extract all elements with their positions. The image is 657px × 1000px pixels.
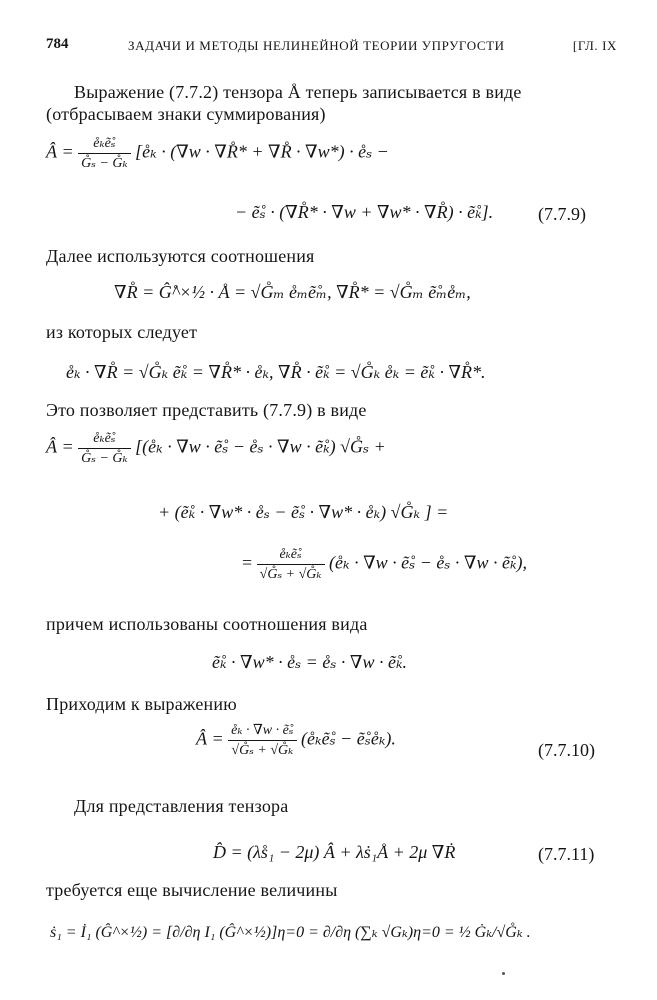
paragraph-8: требуется еще вычисление величины	[46, 880, 338, 900]
fraction-7-7-10: $\frac{\text{e̊ₖ · ∇w · ẽ̊ₛ}}{\text{√G̊ₛ + √G̊ₖ}}$	[228, 722, 296, 759]
paragraph-5: причем использованы соотношения вида	[46, 614, 368, 634]
formula-relations-2: e̊ₖ · ∇R̊ = √G̊ₖ ẽ̊ₖ = ∇R̊* · e̊ₖ, ∇R̊ · ẽ̊ₖ = √G̊ₖ e̊ₖ = ẽ̊ₖ · ∇R̊*.	[66, 362, 486, 382]
paragraph-3: из которых следует	[46, 322, 198, 342]
fraction-7-7-9: $\frac{\text{e̊ₖẽ̊ₛ}}{\text{G̊ₛ − G̊ₖ}}$	[78, 135, 131, 172]
print-speck	[502, 972, 505, 975]
paragraph-6: Приходим к выражению	[46, 694, 237, 714]
paragraph-4: Это позволяет представить (7.7.9) в виде	[46, 400, 367, 420]
equation-number-7-7-9: (7.7.9)	[538, 204, 586, 224]
paragraph-7: Для представления тензора	[74, 796, 289, 816]
formula-7-7-9-line-1: Â = $\frac{\text{e̊ₖẽ̊ₛ}}{\text{G̊ₛ − G̊ₖ}}$ [e̊ₖ · (∇w · ∇R̊* + ∇R̊ · ∇w*) · e̊ₛ −	[46, 136, 389, 171]
running-title: ЗАДАЧИ И МЕТОДЫ НЕЛИНЕЙНОЙ ТЕОРИИ УПРУГОСТИ	[128, 38, 505, 53]
page-number: 784	[46, 36, 69, 52]
formula-s1-derivative: ṡ₁ = İ₁ (Ĝ^×½) = [∂/∂η I₁ (Ĝ^×½)]η=0 = ∂/∂η (∑ₖ √Gₖ)η=0 = ½ Ġₖ/√G̊ₖ .	[50, 924, 531, 941]
fraction-expanded-result: $\frac{\text{e̊ₖẽ̊ₛ}}{\text{√G̊ₛ + √G̊ₖ}}$	[257, 546, 325, 583]
formula-expanded-line-3: = $\frac{\text{e̊ₖẽ̊ₛ}}{\text{√G̊ₛ + √G̊ₖ}}$ (e̊ₖ · ∇w · ẽ̊ₛ − e̊ₛ · ∇w · ẽ̊ₖ),	[242, 547, 528, 582]
page-header	[46, 36, 617, 58]
formula-7-7-9-line-2: − ẽ̊ₛ · (∇R̊* · ∇w + ∇w* · ∇R̊) · ẽ̊ₖ].	[235, 202, 494, 222]
equation-number-7-7-11: (7.7.11)	[538, 844, 595, 864]
formula-7-7-10: Â = $\frac{\text{e̊ₖ · ∇w · ẽ̊ₛ}}{\text{√G̊ₛ + √G̊ₖ}}$ (e̊ₖẽ̊ₛ − ẽ̊ₛe̊ₖ).	[196, 723, 396, 758]
formula-relations-1: ∇R̊ = Ĝ̊^×½ · Å = √G̊ₘ e̊ₘẽ̊ₘ, ∇R̊* = √G̊ₘ ẽ̊ₘe̊ₘ,	[114, 282, 471, 302]
formula-7-7-11: D̂ = (λs̊₁ − 2μ) Â + λṡ₁Å + 2μ ∇Ṙ	[213, 842, 456, 862]
formula-expanded-line-1: Â = $\frac{\text{e̊ₖẽ̊ₛ}}{\text{G̊ₛ − G̊ₖ}}$ [(e̊ₖ · ∇w · ẽ̊ₛ − e̊ₛ · ∇w · ẽ̊ₖ) √G̊ₛ +	[46, 431, 386, 466]
paragraph-1-line-2: (отбрасываем знаки суммирования)	[46, 104, 326, 124]
formula-identity: ẽ̊ₖ · ∇w* · e̊ₛ = e̊ₛ · ∇w · ẽ̊ₖ.	[212, 652, 408, 672]
paragraph-1-line-1: Выражение (7.7.2) тензора Å теперь записывается в виде	[74, 82, 522, 102]
fraction-expanded: $\frac{\text{e̊ₖẽ̊ₛ}}{\text{G̊ₛ − G̊ₖ}}$	[78, 430, 131, 467]
paragraph-2: Далее используются соотношения	[46, 246, 315, 266]
chapter-marker: [ГЛ. IX	[572, 38, 617, 53]
formula-expanded-line-2: + (ẽ̊ₖ · ∇w* · e̊ₛ − ẽ̊ₛ · ∇w* · e̊ₖ) √G̊ₖ ] =	[158, 502, 449, 522]
equation-number-7-7-10: (7.7.10)	[538, 740, 595, 760]
